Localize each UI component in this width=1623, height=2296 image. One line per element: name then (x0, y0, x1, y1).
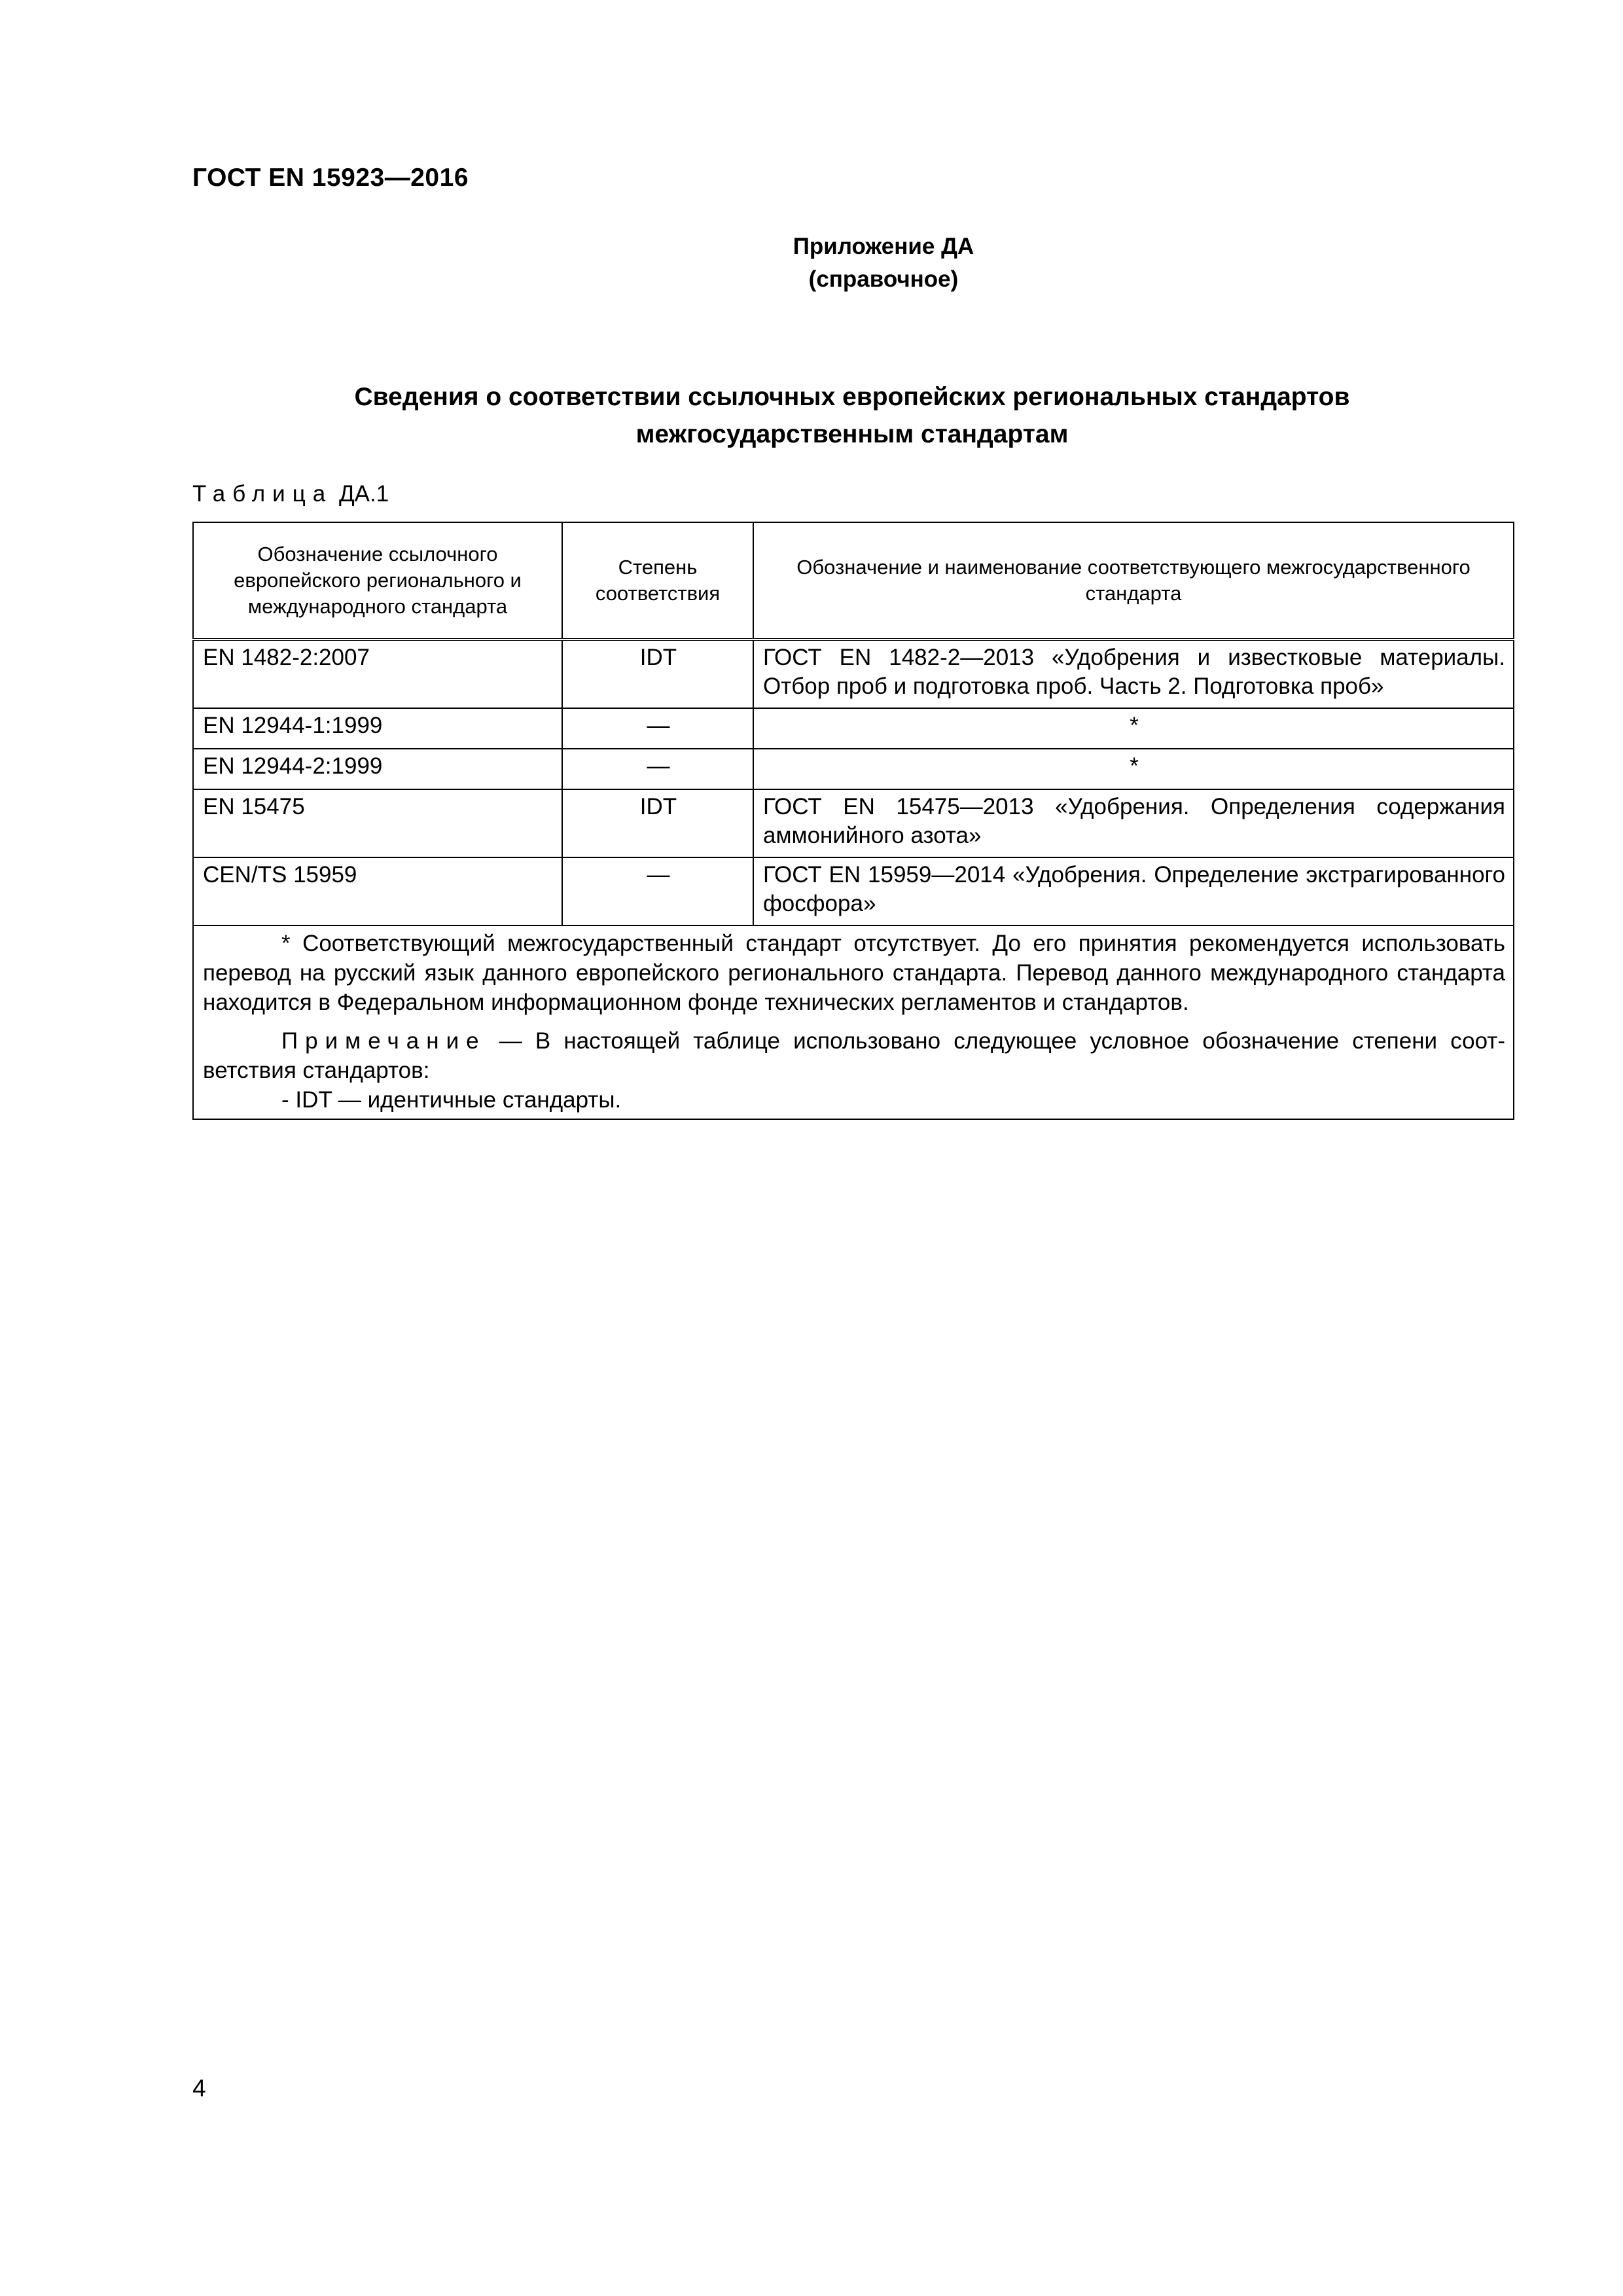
table-row (193, 749, 1514, 789)
table-label (192, 481, 389, 507)
cell-reference: EN 12944-2:1999 (193, 749, 562, 789)
page-title (192, 378, 1512, 453)
appendix-heading (720, 230, 1047, 296)
table-label-word: Таблица (192, 481, 333, 507)
note-item: - IDT — идентичные стандарты. (281, 1087, 622, 1113)
cell-degree: IDT (562, 789, 753, 857)
header-reference-standard: Обозначение ссылочного европейского регионального и международного стандарта (193, 522, 562, 639)
table-label-number: ДА.1 (332, 481, 389, 507)
cell-degree: — (562, 749, 753, 789)
cell-reference: EN 15475 (193, 789, 562, 857)
cell-degree: — (562, 857, 753, 925)
cell-reference: EN 1482-2:2007 (193, 639, 562, 708)
table-row (193, 708, 1514, 749)
note-text: — В настоящей таблице использовано следующее условное обозначение степени соответствия стандартов: (203, 1028, 1505, 1083)
table-header-row (193, 522, 1514, 639)
correspondence-table (192, 522, 1514, 1120)
table-notes-row (193, 925, 1514, 1119)
table-note (203, 1026, 1505, 1085)
header-degree: Степень соответствия (562, 522, 753, 639)
cell-standard: ГОСТ EN 15959—2014 «Удобрения. Определение экстрагированного фосфора» (753, 857, 1514, 925)
cell-reference: EN 12944-1:1999 (193, 708, 562, 749)
document-code: ГОСТ EN 15923—2016 (192, 164, 469, 192)
appendix-subtitle: (справочное) (808, 266, 959, 292)
cell-reference: CEN/TS 15959 (193, 857, 562, 925)
cell-standard: * (753, 749, 1514, 789)
appendix-title: Приложение ДА (793, 234, 974, 259)
note-label: Примечание (281, 1028, 486, 1054)
title-line-2: межгосударственным стандартам (635, 420, 1069, 448)
page-number: 4 (192, 2075, 206, 2102)
table-row (193, 789, 1514, 857)
cell-standard: * (753, 708, 1514, 749)
title-line-1: Сведения о соответствии ссылочных европейских региональных стандартов (354, 383, 1350, 411)
header-interstate-standard: Обозначение и наименование соответствующего межгосударственного стандарта (753, 522, 1514, 639)
cell-degree: — (562, 708, 753, 749)
cell-standard: ГОСТ EN 15475—2013 «Удобрения. Определения содержания аммонийного азота» (753, 789, 1514, 857)
table-notes (193, 925, 1514, 1119)
cell-standard: ГОСТ EN 1482-2—2013 «Удобрения и известковые материалы. Отбор проб и подготовка проб. Часть 2. Подготовка проб» (753, 639, 1514, 708)
table-row (193, 857, 1514, 925)
cell-degree: IDT (562, 639, 753, 708)
table-footnote: * Соответствующий межгосударственный стандарт отсутствует. До его принятия рекомендуется использовать перевод на русский язык данного европейского регионального стандарта. Перевод данного международного стандарта находится в Федеральном информационном фонде технических регламентов и стандартов. (203, 931, 1505, 1015)
table-row (193, 639, 1514, 708)
